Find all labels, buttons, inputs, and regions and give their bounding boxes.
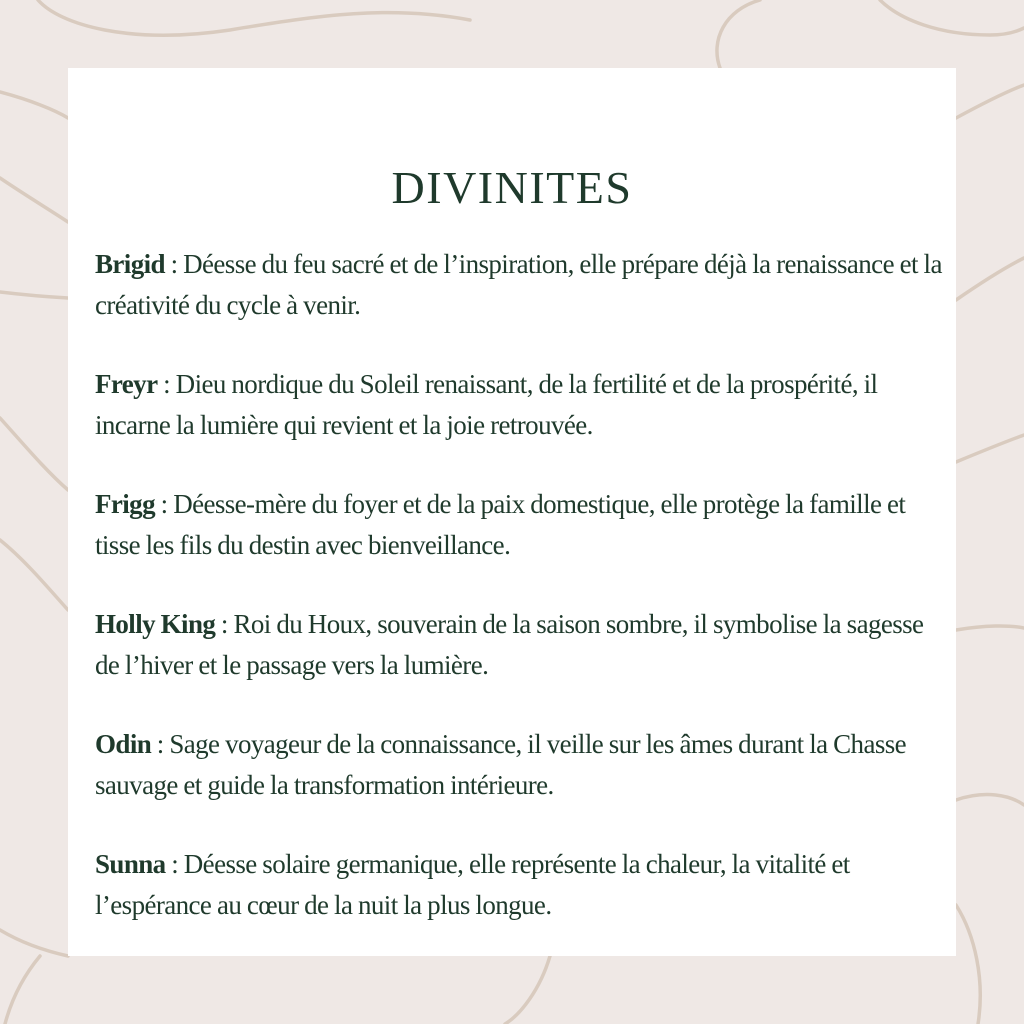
divinity-description: Roi du Houx, souverain de la saison sombre, il symbolise la sagesse de l’hiver et le passage vers la lumière. (95, 609, 924, 680)
divinity-entry-frigg (95, 484, 945, 566)
bg-line (0, 540, 68, 610)
bg-line (717, 0, 760, 68)
divinity-description: Sage voyageur de la connaissance, il veille sur les âmes durant la Chasse sauvage et guide la transformation intérieure. (95, 729, 907, 800)
bg-line (0, 930, 68, 956)
divinity-name: Sunna (95, 849, 166, 879)
divinity-entry-sunna (95, 844, 945, 926)
bg-line (0, 292, 68, 298)
content-card (68, 68, 956, 956)
divinity-description: Déesse-mère du foyer et de la paix domestique, elle protège la famille et tisse les fils du destin avec bienveillance. (95, 489, 906, 560)
divinity-entry-freyr (95, 364, 945, 446)
divinity-entry-brigid (95, 244, 945, 326)
divinity-entry-holly-king (95, 604, 945, 686)
separator: : (157, 369, 176, 399)
separator: : (154, 489, 174, 519)
divinity-description: Dieu nordique du Soleil renaissant, de la fertilité et de la prospérité, il incarne la lumière qui revient et la joie retrouvée. (95, 369, 878, 440)
divinity-name: Holly King (95, 609, 216, 639)
bg-line (956, 795, 1024, 805)
divinity-list (95, 244, 945, 964)
bg-line (0, 418, 68, 490)
bg-line (0, 92, 68, 118)
page-title: DIVINITES (391, 162, 633, 213)
bg-line (5, 956, 40, 1024)
bg-line (0, 178, 68, 222)
bg-line (505, 956, 550, 1024)
divinity-description: Déesse solaire germanique, elle représente la chaleur, la vitalité et l’espérance au cœur de la nuit la plus longue. (95, 849, 850, 920)
separator: : (215, 609, 234, 639)
bg-line (956, 905, 980, 1024)
bg-line (956, 258, 1024, 300)
divinity-description: Déesse du feu sacré et de l’inspiration, elle prépare déjà la renaissance et la créativité du cycle à venir. (95, 249, 942, 320)
bg-line (956, 626, 1024, 630)
bg-line (880, 0, 1024, 35)
separator: : (165, 849, 184, 879)
separator: : (151, 729, 170, 759)
bg-line (956, 435, 1024, 462)
divinity-entry-odin (95, 724, 945, 806)
separator: : (164, 249, 184, 279)
divinity-name: Freyr (95, 369, 158, 399)
divinity-name: Frigg (95, 489, 155, 519)
bg-line (956, 85, 1024, 118)
bg-line (38, 0, 470, 35)
divinity-name: Brigid (95, 249, 165, 279)
divinity-name: Odin (95, 729, 152, 759)
